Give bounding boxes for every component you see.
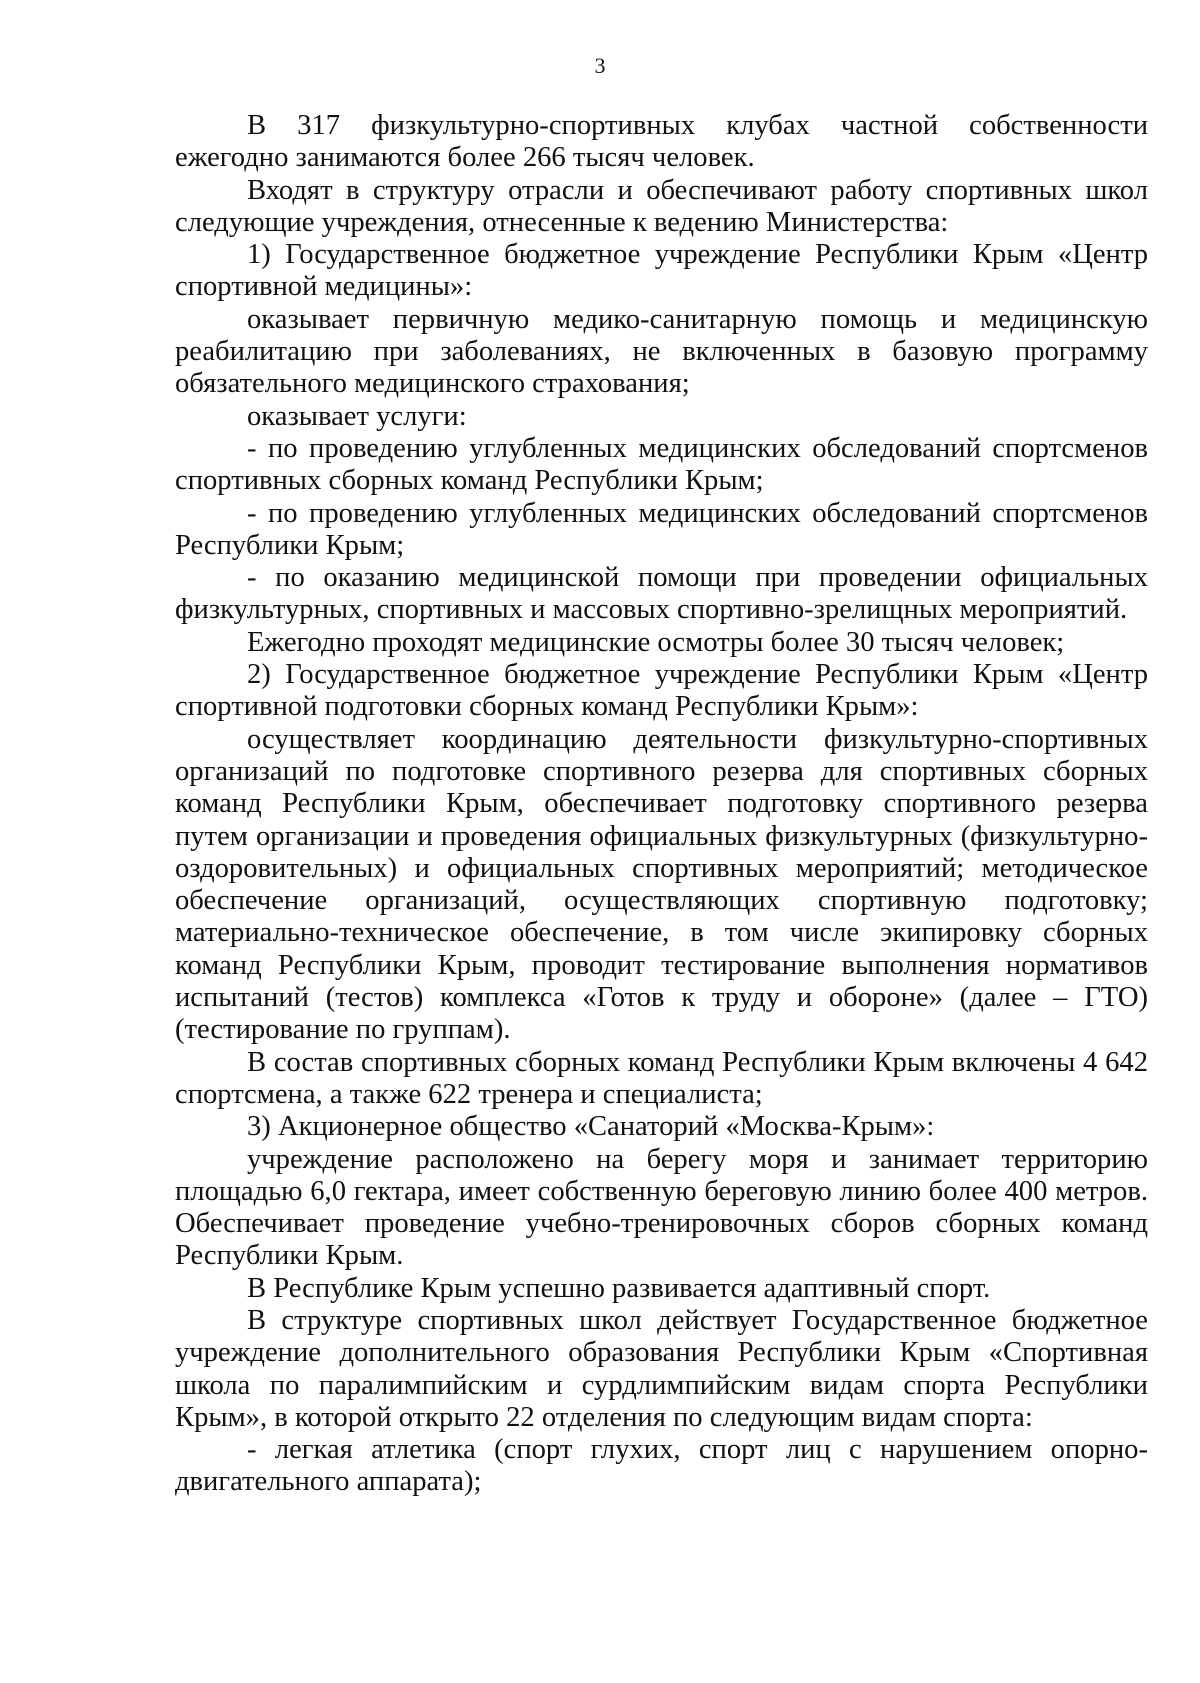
page-number: 3 — [594, 53, 606, 78]
paragraph-team-composition: В состав спортивных сборных команд Республики Крым включены 4 642 спортсмена, а также 622 тренера и специалиста; — [175, 1046, 1148, 1110]
list-item-athlete-examinations: - по проведению углубленных медицинских обследований спортсменов Республики Крым; — [175, 497, 1148, 561]
document-body — [175, 110, 1148, 1499]
paragraph-sports-medicine-center: 1) Государственное бюджетное учреждение Республики Крым «Центр спортивной медицины»: — [175, 239, 1148, 303]
paragraph-structure-intro: Входят в структуру отрасли и обеспечивают работу спортивных школ следующие учреждения, отнесенные к ведению Министерства: — [175, 174, 1148, 238]
paragraph-adaptive-sport: В Республике Крым успешно развивается адаптивный спорт. — [247, 1272, 991, 1304]
paragraph-primary-care: оказывает первичную медико-санитарную помощь и медицинскую реабилитацию при заболеваниях, не включенных в базовую программу обязательного медицинского страхования; — [175, 303, 1148, 400]
list-item-team-examinations: - по проведению углубленных медицинских обследований спортсменов спортивных сборных команд Республики Крым; — [175, 432, 1148, 497]
paragraph-sanatorium: 3) Акционерное общество «Санаторий «Москва-Крым»: — [247, 1111, 935, 1143]
paragraph-training-center: 2) Государственное бюджетное учреждение Республики Крым «Центр спортивной подготовки сборных команд Республики Крым»: — [175, 659, 1148, 723]
paragraph-services-heading: оказывает услуги: — [247, 400, 467, 432]
paragraph-annual-checkups: Ежегодно проходят медицинские осмотры более 30 тысяч человек; — [247, 626, 1065, 658]
paragraph-clubs: В 317 физкультурно-спортивных клубах частной собственности ежегодно занимаются более 266 тысяч человек. — [175, 110, 1148, 174]
paragraph-paralympic-school: В структуре спортивных школ действует Государственное бюджетное учреждение дополнительного образования Республики Крым «Спортивная школа по паралимпийским и сурдлимпийским видам спорта Республики Крым», в которой открыто 22 отделения по следующим видам спорта: — [175, 1304, 1148, 1433]
list-item-event-medical-help: - по оказанию медицинской помощи при проведении официальных физкультурных, спортивных и массовых спортивно-зрелищных мероприятий. — [175, 562, 1148, 626]
paragraph-coordination: осуществляет координацию деятельности физкультурно-спортивных организаций по подготовке спортивного резерва для спортивных сборных команд Республики Крым, обеспечивает подготовку спортивного резерва путем организации и проведения официальных физкультурных (физкультурно-оздоровительных) и официальных спортивных мероприятий; методическое обеспечение организаций, осуществляющих спортивную подготовку; материально-техническое обеспечение, в том числе экипировку сборных команд Республики Крым, проводит тестирование выполнения нормативов испытаний (тестов) комплекса «Готов к труду и обороне» (далее – ГТО) (тестирование по группам). — [175, 723, 1148, 1046]
paragraph-sanatorium-details: учреждение расположено на берегу моря и занимает территорию площадью 6,0 гектара, имеет собственную береговую линию более 400 метров. Обеспечивает проведение учебно-тренировочных сборов сборных команд Республики Крым. — [175, 1143, 1148, 1272]
list-item-athletics: - легкая атлетика (спорт глухих, спорт лиц с нарушением опорно-двигательного аппарата); — [175, 1434, 1148, 1498]
